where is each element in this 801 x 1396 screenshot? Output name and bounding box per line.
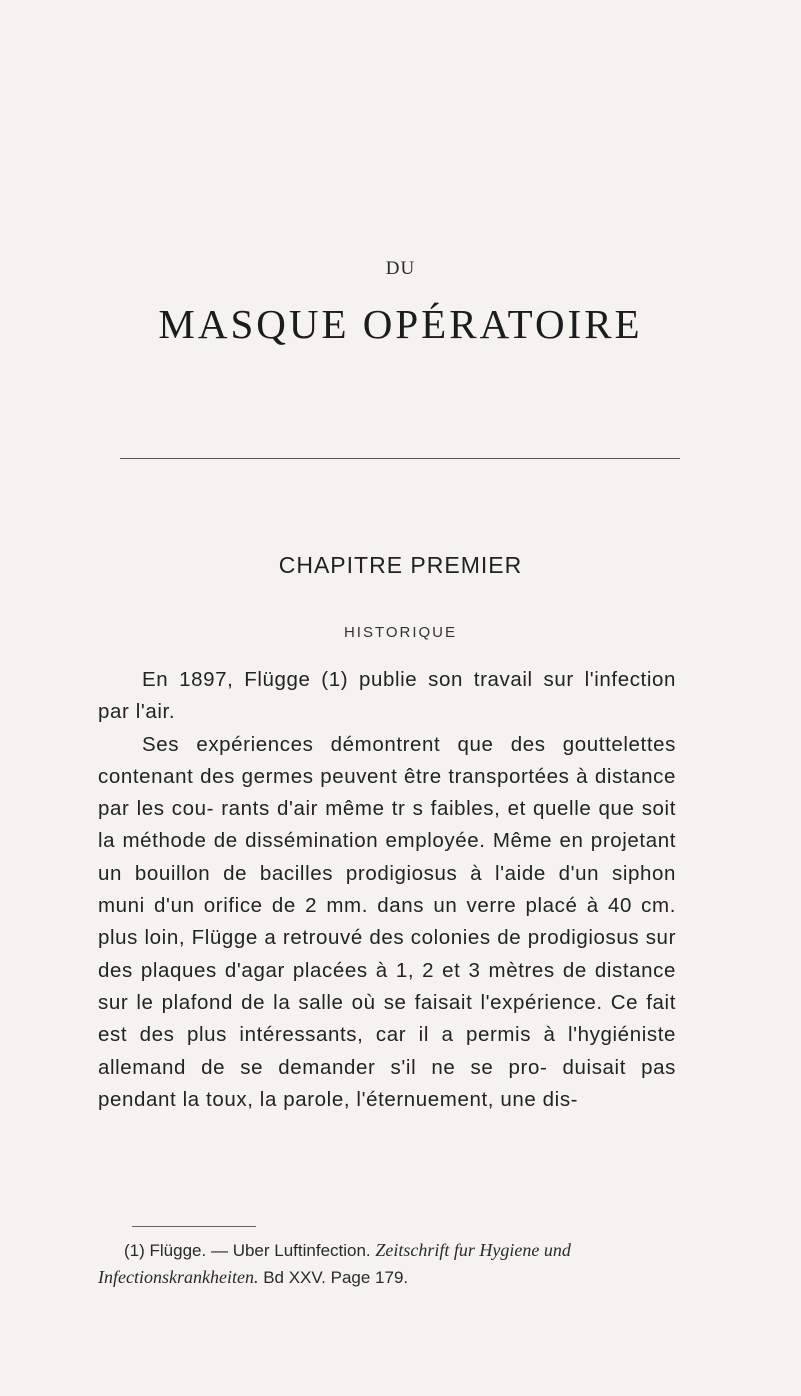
paragraph: Ses expériences démontrent que des gouttelettes contenant des germes peuvent être transportées à distance par les cou- rants d'air même tr s faibles, et quelle que soit la méthode de dissémination employée. Même en projetant un bouillon de bacilles prodigiosus à l'aide d'un siphon muni d'un orifice de 2 mm. dans un verre placé à 40 cm. plus loin, Flügge a retrouvé des colonies de prodigiosus sur des plaques d'agar placées à 1, 2 et 3 mètres de distance sur le plafond de la salle où se faisait l'expérience. Ce fait est des plus intéressants, car il a permis à l'hygiéniste allemand de se demander s'il ne se pro- duisait pas pendant la toux, la parole, l'éternuement, une dis-	[98, 732, 676, 1111]
footnote-marker: (1)	[124, 1241, 145, 1260]
footnote-divider	[132, 1226, 256, 1227]
footnote-ref: Bd XXV. Page 179.	[263, 1268, 409, 1287]
main-title: MASQUE OPÉRATOIRE	[158, 301, 643, 347]
title-divider	[120, 458, 680, 459]
footnote	[98, 1237, 688, 1291]
pre-title: DU	[385, 258, 416, 279]
section-title: HISTORIQUE	[343, 624, 458, 641]
chapter-title: CHAPITRE PREMIER	[278, 552, 523, 578]
footnote-author: Flügge. —	[149, 1241, 228, 1260]
body-text	[98, 664, 676, 1116]
footnote-journal: Zeitschrift fur Hygiene und Infectionskrankheiten.	[98, 1240, 571, 1287]
paragraph: En 1897, Flügge (1) publie son travail sur l'infection par l'air.	[98, 668, 676, 724]
footnote-title: Uber Luftinfection.	[232, 1241, 371, 1260]
